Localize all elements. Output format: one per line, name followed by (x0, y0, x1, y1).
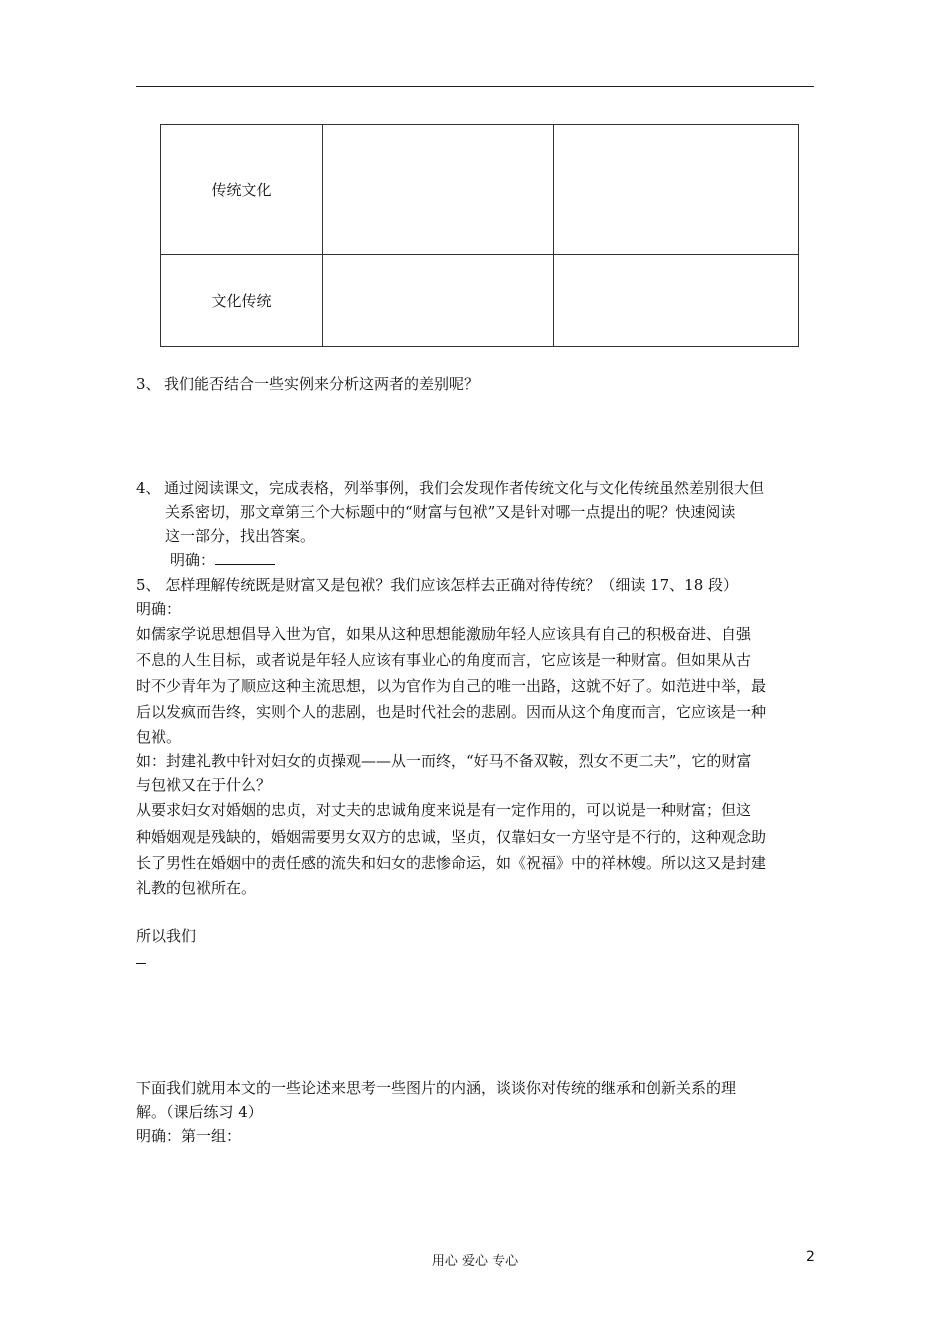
paragraph-line: 时不少青年为了顺应这种主流思想，以为官作为自己的唯一出路，这就不好了。如范进中举，最 (136, 677, 767, 695)
question-text: 通过阅读课文，完成表格，列举事例，我们会发现作者传统文化与文化传统虽然差别很大但 (164, 479, 765, 497)
paragraph-line: 下面我们就用本文的一些论述来思考一些图片的内涵，谈谈你对传统的继承和创新关系的理 (136, 1079, 737, 1097)
table-row-label: 文化传统 (161, 255, 323, 347)
table-row-label: 传统文化 (161, 125, 323, 255)
header-rule (136, 86, 814, 87)
question-3 (136, 374, 479, 394)
table-row (161, 255, 799, 347)
paragraph-line: 后以发疯而告终，实则个人的悲剧，也是时代社会的悲剧。因而从这个角度而言，它应该是一种 (136, 703, 767, 721)
table-row (161, 125, 799, 255)
question-text: 我们能否结合一些实例来分析这两者的差别呢？ (164, 375, 480, 393)
paragraph-line: 如：封建礼教中针对妇女的贞操观——从一而终，“好马不备双鞍，烈女不更二夫”，它的财富 (136, 752, 752, 770)
table-cell (323, 125, 554, 255)
question-5-answer-label: 明确： (136, 600, 182, 618)
table-cell (554, 255, 799, 347)
question-4-line-3: 这一部分，找出答案。 (165, 527, 316, 545)
question-text: 怎样理解传统既是财富又是包袱？我们应该怎样去正确对待传统？（细读 17、18 段） (165, 576, 739, 594)
question-number: 4、 (136, 479, 161, 497)
page-number: 2 (806, 1249, 815, 1265)
paragraph-line: 与包袱又在于什么？ (136, 776, 272, 794)
final-answer-label: 明确：第一组： (136, 1127, 242, 1145)
paragraph-line: 种婚姻观是残缺的，婚姻需要男女双方的忠诚，坚贞，仅靠妇女一方坚守是不行的，这种观念助 (136, 828, 767, 846)
paragraph-line: 如儒家学说思想倡导入世为官，如果从这种思想能激励年轻人应该具有自己的积极奋进、自强 (136, 625, 752, 643)
question-4-answer (170, 550, 275, 570)
summary-text: 所以我们 (136, 927, 197, 945)
answer-blank (215, 550, 275, 565)
paragraph-line: 不息的人生目标，或者说是年轻人应该有事业心的角度而言，它应该是一种财富。但如果从古 (136, 651, 752, 669)
comparison-table (160, 124, 799, 347)
question-4-line-1 (136, 478, 764, 498)
footer-slogan: 用心 爱心 专心 (431, 1254, 519, 1269)
table-cell (554, 125, 799, 255)
question-number: 3、 (136, 375, 161, 393)
paragraph-line: 包袱。 (136, 728, 182, 746)
question-number: 5、 (136, 576, 161, 594)
paragraph-line: 礼教的包袱所在。 (136, 879, 257, 897)
paragraph-line: 长了男性在婚姻中的责任感的流失和妇女的悲惨命运，如《祝福》中的祥林嫂。所以这又是封建 (136, 854, 767, 872)
paragraph-line: 从要求妇女对婚姻的忠贞，对丈夫的忠诚角度来说是有一定作用的，可以说是一种财富；但这 (136, 801, 752, 819)
question-4-line-2: 关系密切，那文章第三个大标题中的“财富与包袱”又是针对哪一点提出的呢？快速阅读 (165, 503, 736, 521)
answer-blank (136, 963, 146, 964)
question-5 (136, 575, 738, 595)
answer-label: 明确： (170, 551, 216, 569)
paragraph-line: 解。（课后练习 4） (136, 1103, 263, 1121)
table-cell (323, 255, 554, 347)
